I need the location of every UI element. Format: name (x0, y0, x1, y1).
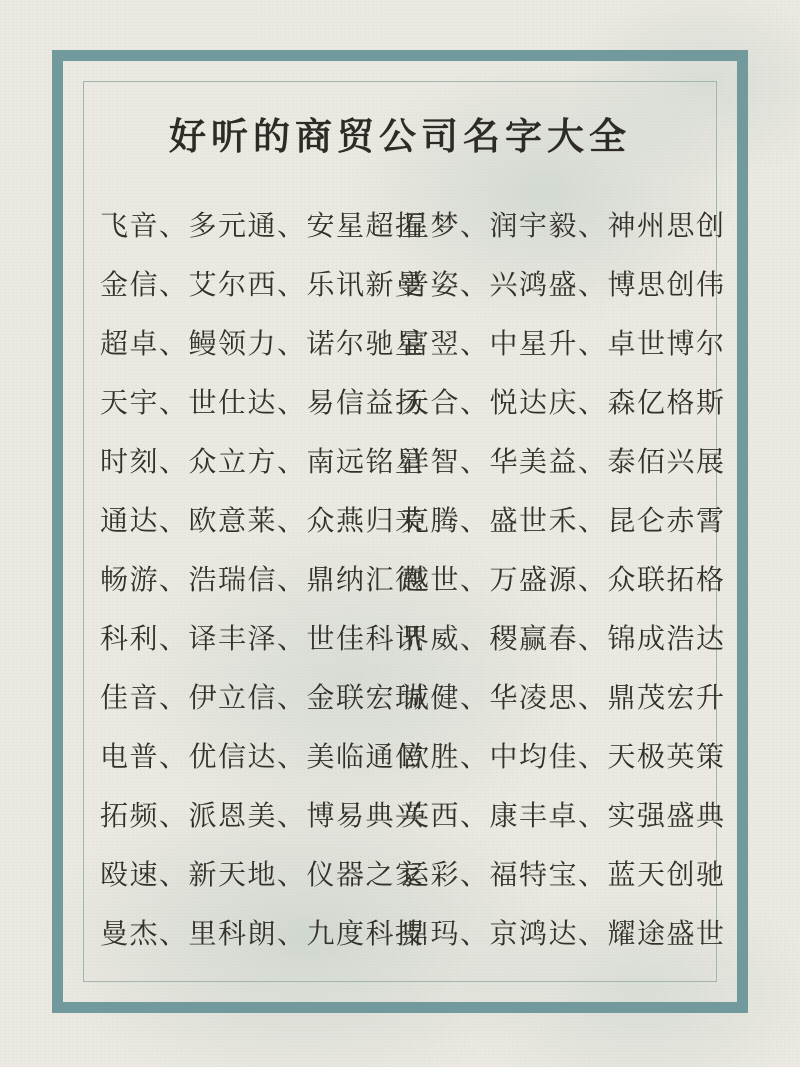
name-row: 时刻、众立方、南远铭星 (100, 446, 425, 478)
name-column-right (401, 194, 726, 961)
page-title: 好听的商贸公司名字大全 (169, 117, 631, 158)
content-area (73, 72, 727, 993)
name-row: 拓频、派恩美、博易典兴 (100, 800, 425, 832)
name-row: 殴速、新天地、仪器之家 (100, 859, 425, 891)
name-row: 电普、优信达、美临通信 (100, 741, 425, 773)
name-row: 普姿、兴鸿盛、博思创伟 (401, 269, 726, 301)
name-row: 克腾、盛世禾、昆仑赤霄 (401, 505, 726, 537)
name-row: 佳音、伊立信、金联宏瑞 (100, 682, 425, 714)
name-row: 英西、康丰卓、实强盛典 (401, 800, 726, 832)
name-row: 诚健、华凌思、鼎茂宏升 (401, 682, 726, 714)
name-row: 星梦、润宇毅、神州思创 (401, 210, 726, 242)
name-row: 欧胜、中均佳、天极英策 (401, 741, 726, 773)
name-row: 越世、万盛源、众联拓格 (401, 564, 726, 596)
name-row: 富翌、中星升、卓世博尔 (401, 328, 726, 360)
name-row: 飞音、多元通、安星超拓 (100, 210, 425, 242)
name-row: 通达、欧意莱、众燕归来 (100, 505, 425, 537)
name-row: 运彩、福特宝、蓝天创驰 (401, 859, 726, 891)
name-row: 洋智、华美益、泰佰兴展 (401, 446, 726, 478)
name-row: 金信、艾尔西、乐讯新曼 (100, 269, 425, 301)
name-row: 畅游、浩瑞信、鼎纳汇德 (100, 564, 425, 596)
name-row: 科利、译丰泽、世佳科讯 (100, 623, 425, 655)
name-column-left (100, 194, 425, 961)
name-row: 曼杰、里科朗、九度科技 (100, 918, 425, 950)
name-row: 界威、稷赢春、锦成浩达 (401, 623, 726, 655)
name-row: 天合、悦达庆、森亿格斯 (401, 387, 726, 419)
name-row: 鼎玛、京鸿达、耀途盛世 (401, 918, 726, 950)
name-columns (73, 194, 727, 961)
name-row: 天宇、世仕达、易信益扬 (100, 387, 425, 419)
name-row: 超卓、鳗领力、诺尔驰星 (100, 328, 425, 360)
